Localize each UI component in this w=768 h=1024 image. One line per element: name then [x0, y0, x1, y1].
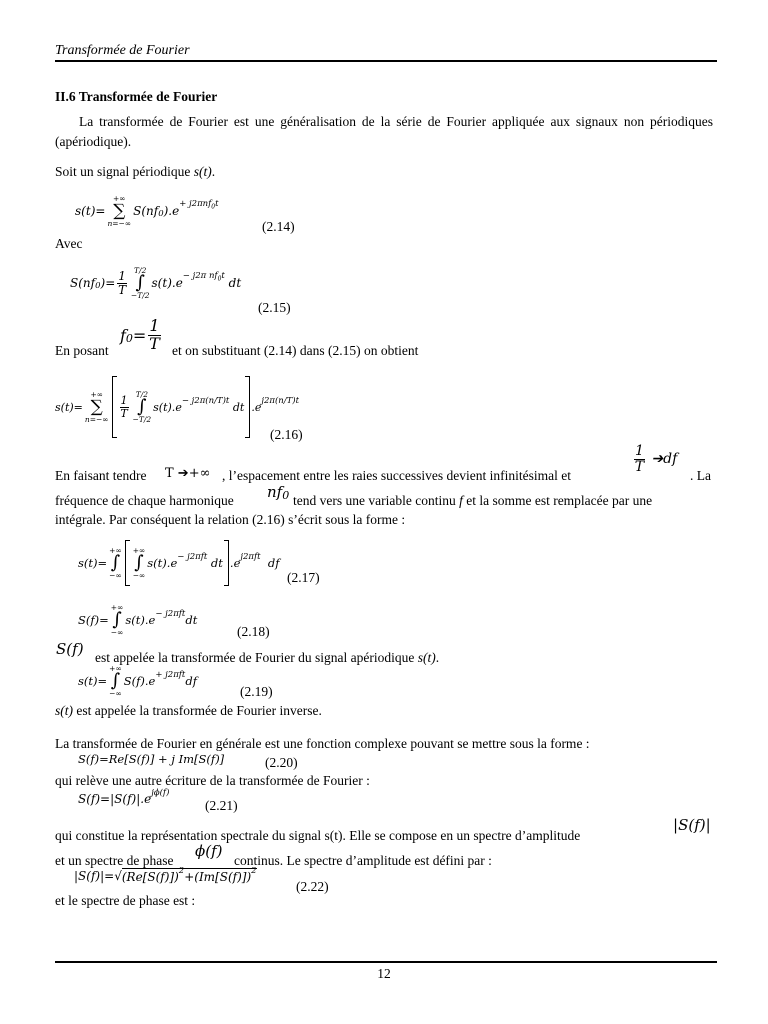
tendre-a: En faisant tendre: [55, 468, 147, 483]
soit-var: s(t): [193, 164, 212, 179]
appelee-end: .: [435, 650, 440, 665]
appelee-var: s(t): [417, 650, 436, 665]
eq-number-2-21: (2.21): [205, 798, 238, 813]
equation-2-16: s ( t )= +∞ ∑ n=−∞ $\frac{1}{T}$ T/2 ∫ −T/2 s ( t ). e − j2π(n/T)t dt . e j2π(n/T)t: [55, 376, 299, 438]
freq-b: tend vers une variable continu: [293, 493, 460, 508]
phase-a: et un spectre de phase: [55, 853, 174, 868]
eq-number-2-18: (2.18): [237, 624, 270, 639]
soit-text: Soit un signal périodique: [55, 164, 194, 179]
phase-end-line: et le spectre de phase est :: [55, 893, 196, 908]
freq-c: et la somme est remplacée par une: [462, 493, 653, 508]
S-of-f-symbol: S ( f ): [56, 640, 84, 658]
eq-number-2-15: (2.15): [258, 300, 291, 315]
f0-equals-one-over-T: f 0 = $\frac{1}{T}$: [120, 316, 160, 353]
footer-rule: [55, 961, 717, 963]
inverse-var: s(t): [55, 703, 73, 718]
eq-number-2-20: (2.20): [265, 755, 298, 770]
inverse-text: est appelée la transformée de Fourier inverse.: [73, 703, 322, 718]
section-title: II.6 Transformée de Fourier: [55, 89, 218, 104]
equation-2-17: s ( t )= +∞ ∫ −∞ +∞ ∫ −∞ s ( t ). e − j2πft dt . e j2πft df: [78, 540, 280, 586]
eq-number-2-19: (2.19): [240, 684, 273, 699]
header-rule: [55, 60, 717, 62]
freq-rest: [293, 491, 713, 511]
nf0-symbol: nf 0: [267, 483, 290, 502]
tendre-c: . La: [690, 468, 711, 483]
equation-2-22: | S ( f )|=√ (Re[ S ( f )]) 2 +(Im[ S ( f )]) 2: [74, 866, 257, 884]
soit-end: .: [211, 164, 216, 179]
phi-of-f: ϕ ( f ): [195, 842, 223, 860]
posant-post: et on substituant (2.14) dans (2.15) on obtient: [172, 343, 419, 358]
equation-2-19: s ( t )= +∞ ∫ −∞ S ( f ). e + j2πft df: [78, 663, 197, 698]
avec-label: Avec: [55, 236, 83, 251]
intro-paragraph: La transformée de Fourier est une généralisation de la série de Fourier appliquée aux signaux non périodiques (apériodique).: [55, 114, 713, 149]
complexe-line: La transformée de Fourier en générale est une fonction complexe pouvant se mettre sous la forme :: [55, 736, 590, 751]
equation-2-18: S ( f )= +∞ ∫ −∞ s ( t ). e − j2πft dt: [78, 602, 198, 637]
equation-2-14: s ( t )= +∞ ∑ n=−∞ S ( nf 0 ). e + j2πnf$_0$t: [75, 194, 219, 228]
phase-b: continus. Le spectre d’amplitude est défini par :: [234, 853, 492, 868]
running-header: Transformée de Fourier: [55, 43, 190, 58]
one-over-T-to-df: $\frac{1}{T}$ ➔ df: [634, 443, 678, 475]
equation-2-21: S ( f )=| S ( f )|. e jϕ(f): [78, 788, 170, 806]
tendre-b: , l’espacement entre les raies successives devient infinitésimal et: [222, 468, 571, 483]
posant-pre: En posant: [55, 343, 109, 358]
soit-line: [55, 162, 713, 182]
releve-line: qui relève une autre écriture de la transformée de Fourier :: [55, 773, 370, 788]
eq-number-2-14: (2.14): [262, 219, 295, 234]
abs-S-of-f: | S ( f )|: [673, 816, 711, 834]
eq-number-2-16: (2.16): [270, 427, 303, 442]
page-number: 12: [377, 966, 391, 981]
integrale-line: intégrale. Par conséquent la relation (2.16) s’écrit sous la forme :: [55, 512, 406, 527]
eq-number-2-22: (2.22): [296, 879, 329, 894]
freq-a: fréquence de chaque harmonique: [55, 493, 234, 508]
inverse-line: [55, 701, 713, 721]
T-to-infinity: T ➔+∞: [165, 466, 211, 481]
eq-number-2-17: (2.17): [287, 570, 320, 585]
spectrale-line: qui constitue la représentation spectrale du signal s(t). Elle se compose en un spectre d’amplitude: [55, 828, 581, 843]
equation-2-20: S ( f )=Re [ S ( f )] + j Im [ S ( f )]: [78, 752, 225, 766]
freq-f: f: [459, 493, 463, 508]
equation-2-15: S ( nf 0 )= $\frac{1}{T}$ T/2 ∫ −T/2 s ( t ). e − j2π $nf_0t$ dt: [70, 265, 242, 300]
appelee-text: est appelée la transformée de Fourier du signal apériodique: [95, 650, 418, 665]
